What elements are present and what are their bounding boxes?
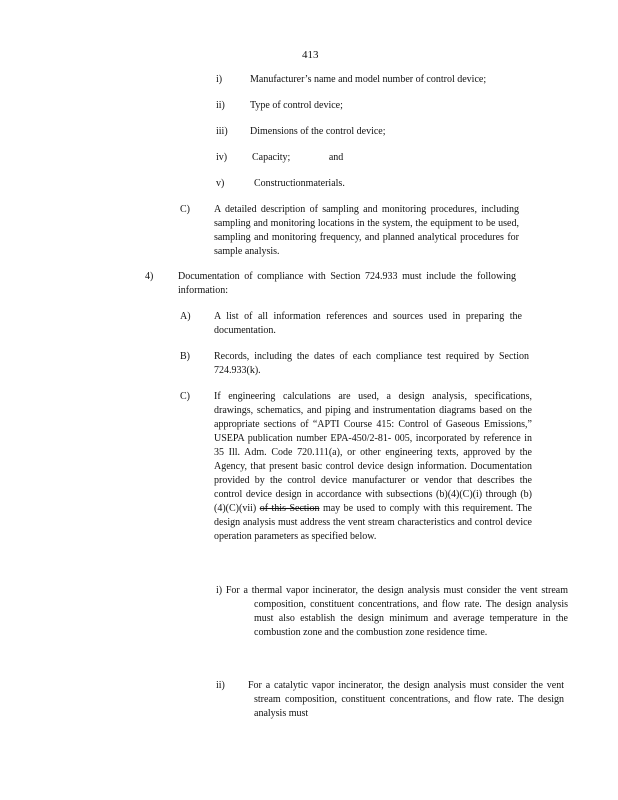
- sub-item: i) For a thermal vapor incinerator, the design analysis must consider the vent stream composition, constituent concentrations, and flow rate. The design analysis must also establish the design minimum and average temperature in the combustion zone and the combustion zone residence time.: [216, 585, 568, 638]
- list-item: iii) Dimensions of the control device;: [216, 126, 386, 137]
- list-item: A) A list of all information references and sources used in preparing the documentation.: [180, 311, 525, 336]
- list-item: i) Manufacturer’s name and model number of control device;: [216, 74, 487, 85]
- list-item: v) Constructionmaterials.: [216, 178, 345, 189]
- page-number: 413: [302, 49, 319, 61]
- sub-item: ii) For a catalytic vapor incinerator, the design analysis must consider the vent stream composition, constituent concentrations, and flow rate. The design analysis must: [216, 680, 564, 719]
- list-item: B) Records, including the dates of each compliance test required by Section 724.933(k).: [180, 351, 532, 376]
- list-item: iv) Capacity; and: [216, 152, 344, 163]
- list-item: ii) Type of control device;: [216, 100, 343, 111]
- list-item: C) A detailed description of sampling and monitoring procedures, including sampling and monitoring locations in the system, the equipment to be used, sampling and monitoring frequency, and planned analytical procedures for sample analysis.: [180, 204, 522, 257]
- struck-text: of this Section: [259, 503, 320, 514]
- list-item: 4) Documentation of compliance with Section 724.933 must include the following information:: [145, 271, 519, 296]
- engineering-paragraph: If engineering calculations are used, a design analysis, specifications, drawings, schematics, and piping and instrumentation diagrams based on the appropriate sections of “APTI Course 415: Control of Gaseous Emissions,” USEPA publication number EPA-450/2-81- 005, incorporated by reference in 35 Ill. Adm. Code 720.111(a), or other engineering texts, approved by the Agency, that present basic control device design information. Documentation provided by the control device manufacturer or vendor that describes the control device design in accordance with subsections (b)(4)(C)(i) through (b)(4)(C)(vii) of this Section may be used to comply with this requirement. The design analysis must address the vent stream characteristics and control device operation parameters as specified below.: [214, 391, 535, 542]
- list-item: C) If engineering calculations are used, a design analysis, specifications, drawings, schematics, and piping and instrumentation diagrams based on the appropriate sections of “APTI Course 415: Control of Gaseous Emissions,” USEPA publication number EPA-450/2-81- 005, incorporated by reference in 35 Ill. Adm. Code 720.111(a), or other engineering texts, approved by the Agency, that present basic control device design information. Documentation provided by the control device manufacturer or vendor that describes the control device design in accordance with subsections (b)(4)(C)(i) through (b)(4)(C)(vii) of this Section may be used to comply with this requirement. The design analysis must address the vent stream characteristics and control device operation parameters as specified below.: [180, 391, 535, 542]
